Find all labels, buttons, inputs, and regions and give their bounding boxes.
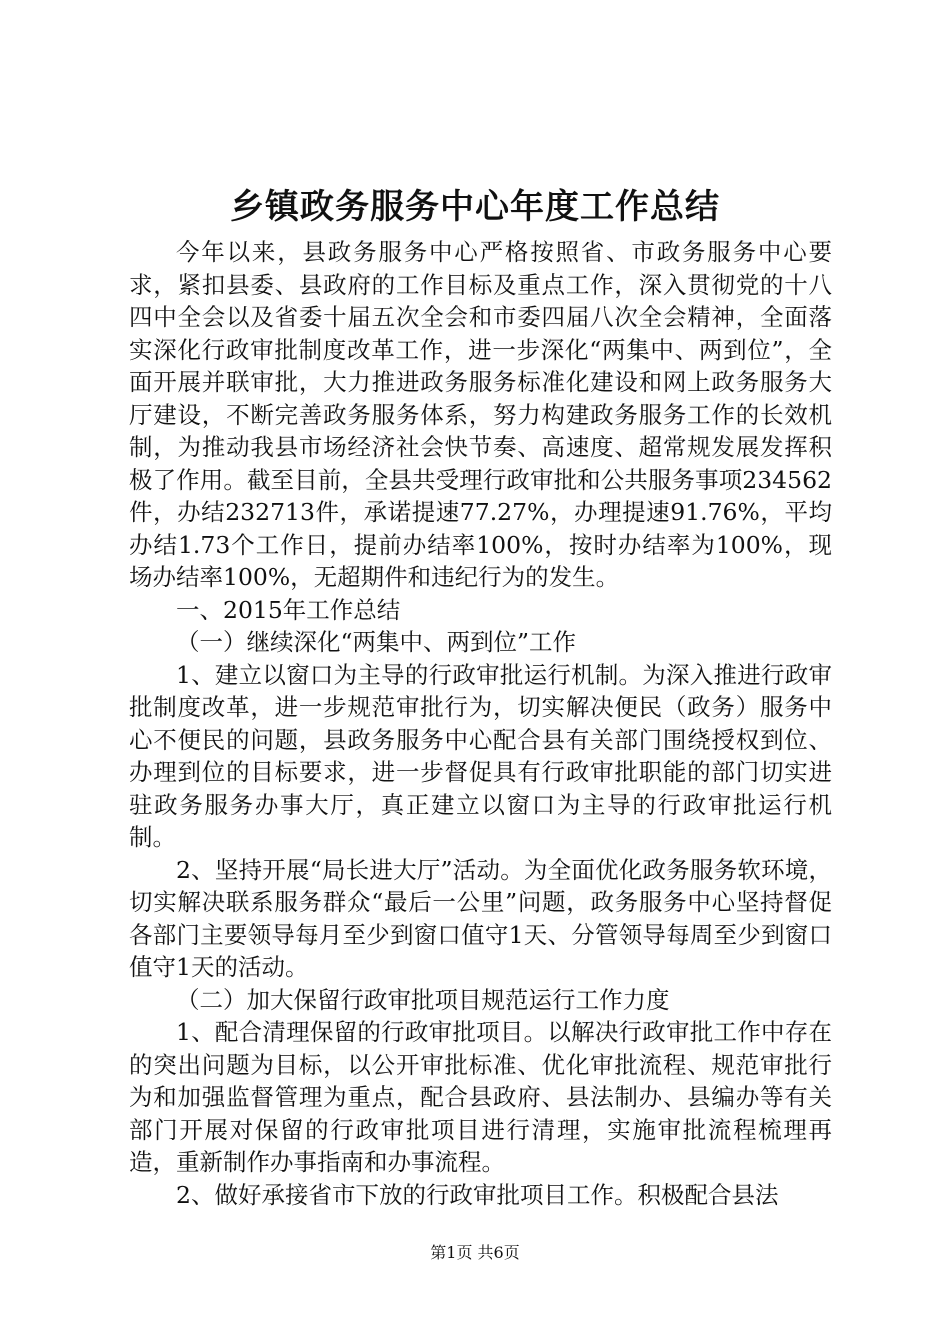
paragraph-intro: 今年以来，县政务服务中心严格按照省、市政务服务中心要求，紧扣县委、县政府的工作目标及重点工作，深入贯彻党的十八四中全会以及省委十届五次全会和市委四届八次全会精神，全面落实深化行政审批制度改革工作，进一步深化“两集中、两到位”，全面开展并联审批，大力推进政务服务标准化建设和网上政务服务大厅建设，不断完善政务服务体系，努力构建政务服务工作的长效机制，为推动我县市场经济社会快节奏、高速度、超常规发展发挥积极了作用。截至目前，全县共受理行政审批和公共服务事项234562件，办结232713件，承诺提速77.27%，办理提速91.76%，平均办结1.73个工作日，提前办结率100%，按时办结率为100%，现场办结率100%，无超期件和违纪行为的发生。 bbox=[129, 238, 832, 591]
subsection-heading-1: （一）继续深化“两集中、两到位”工作 bbox=[176, 628, 577, 656]
section-heading-2015-summary: 一、2015年工作总结 bbox=[176, 595, 401, 624]
paragraph-undertake-delegated-items: 2、做好承接省市下放的行政审批项目工作。积极配合县法 bbox=[176, 1180, 779, 1209]
document-title: 乡镇政务服务中心年度工作总结 bbox=[230, 187, 720, 227]
subsection-heading-2: （二）加大保留行政审批项目规范运行工作力度 bbox=[176, 985, 670, 1014]
paragraph-window-mechanism: 1、建立以窗口为主导的行政审批运行机制。为深入推进行政审批制度改革，进一步规范审批行为，切实解决便民（政务）服务中心不便民的问题，县政务服务中心配合县有关部门围绕授权到位、办理到位的目标要求，进一步督促具有行政审批职能的部门切实进驻政务服务办事大厅，真正建立以窗口为主导的行政审批运行机制。 bbox=[129, 660, 832, 851]
paragraph-clean-approval-items: 1、配合清理保留的行政审批项目。以解决行政审批工作中存在的突出问题为目标，以公开审批标准、优化审批流程、规范审批行为和加强监督管理为重点，配合县政府、县法制办、县编办等有关部门开展对保留的行政审批项目进行清理，实施审批流程梳理再造，重新制作办事指南和办事流程。 bbox=[129, 1018, 832, 1176]
paragraph-director-in-hall: 2、坚持开展“局长进大厅”活动。为全面优化政务服务软环境，切实解决联系服务群众“最后一公里”问题，政务服务中心坚持督促各部门主要领导每月至少到窗口值守1天、分管领导每周至少到窗口值守1天的活动。 bbox=[129, 855, 832, 981]
page-footer: 第1页 共6页 bbox=[430, 1243, 520, 1262]
document-body bbox=[129, 236, 832, 1211]
